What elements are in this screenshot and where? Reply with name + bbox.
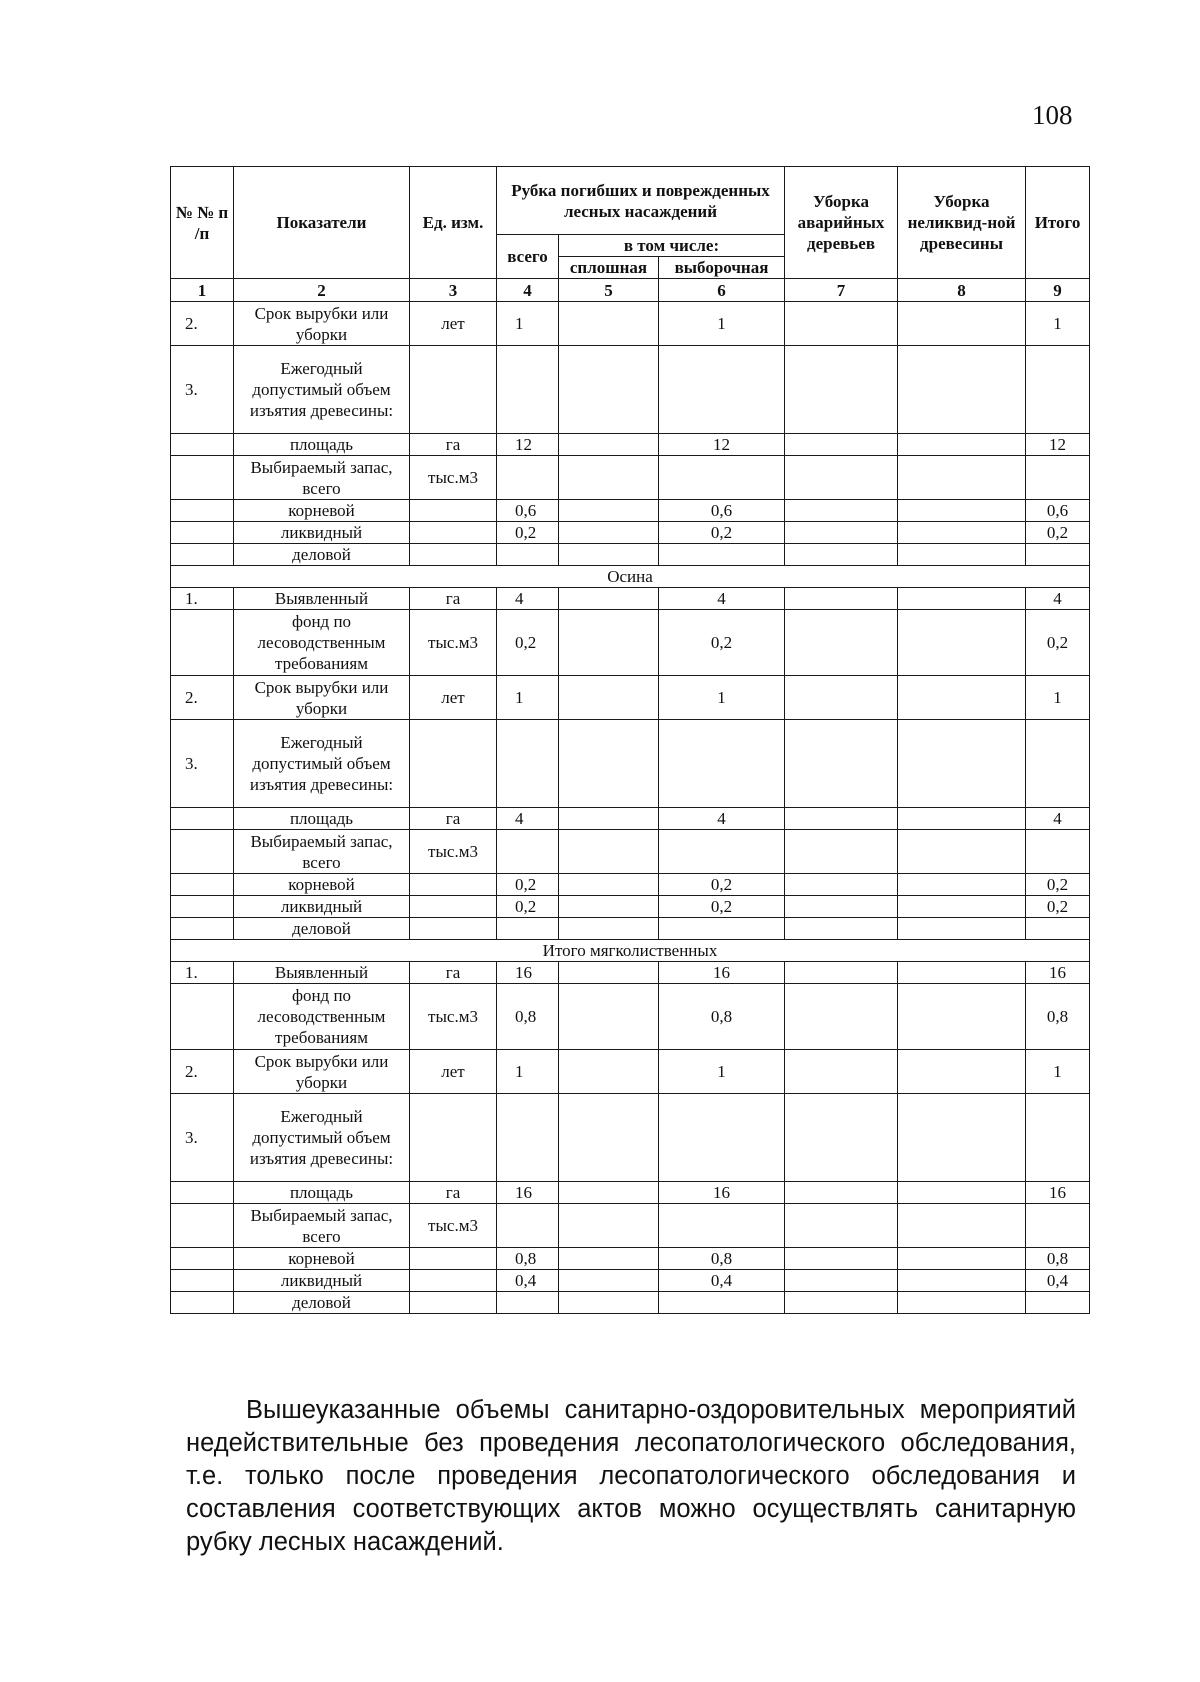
cell-v5 xyxy=(559,1094,659,1182)
cell-num: 1. xyxy=(171,962,234,984)
cell-v6 xyxy=(659,918,785,940)
cell-ind: деловой xyxy=(234,544,410,566)
cell-ind: Срок вырубки или уборки xyxy=(234,302,410,346)
cell-ind: Ежегодный допустимый объем изъятия древесины: xyxy=(234,1094,410,1182)
table-row xyxy=(171,1094,1090,1182)
cell-v7 xyxy=(785,676,898,720)
table-row xyxy=(171,1248,1090,1270)
cell-v7 xyxy=(785,434,898,456)
table-row xyxy=(171,720,1090,808)
cell-v5 xyxy=(559,1292,659,1314)
cell-v9: 0,2 xyxy=(1026,522,1090,544)
table-row xyxy=(171,346,1090,434)
cell-unit xyxy=(410,1248,497,1270)
cell-v6 xyxy=(659,720,785,808)
table-row xyxy=(171,984,1090,1050)
table-row xyxy=(171,456,1090,500)
cell-v8 xyxy=(898,1292,1026,1314)
cell-unit: тыс.м3 xyxy=(410,456,497,500)
cell-v6: 1 xyxy=(659,1050,785,1094)
cell-ind: площадь xyxy=(234,1182,410,1204)
cell-v9 xyxy=(1026,1292,1090,1314)
cell-num xyxy=(171,1270,234,1292)
cell-v4: 16 xyxy=(497,962,559,984)
cell-unit: га xyxy=(410,962,497,984)
col-number: 7 xyxy=(785,279,898,302)
col-number: 6 xyxy=(659,279,785,302)
cell-v4: 0,2 xyxy=(497,874,559,896)
cell-v8 xyxy=(898,434,1026,456)
cell-ind: деловой xyxy=(234,918,410,940)
cell-v4: 16 xyxy=(497,1182,559,1204)
cell-v5 xyxy=(559,1248,659,1270)
table-row xyxy=(171,544,1090,566)
cell-v9 xyxy=(1026,720,1090,808)
column-number-row xyxy=(171,279,1090,302)
cell-v7 xyxy=(785,346,898,434)
cell-v4: 12 xyxy=(497,434,559,456)
table-row xyxy=(171,434,1090,456)
cell-v7 xyxy=(785,500,898,522)
header-cut-group: Рубка погибших и поврежденных лесных насаждений xyxy=(497,167,785,235)
cell-v9: 1 xyxy=(1026,1050,1090,1094)
cell-unit xyxy=(410,918,497,940)
cell-num xyxy=(171,500,234,522)
cell-v7 xyxy=(785,984,898,1050)
cell-v9 xyxy=(1026,544,1090,566)
cell-unit: лет xyxy=(410,1050,497,1094)
col-number: 5 xyxy=(559,279,659,302)
cell-v5 xyxy=(559,962,659,984)
cell-v6: 0,2 xyxy=(659,896,785,918)
cell-ind: Срок вырубки или уборки xyxy=(234,676,410,720)
cell-v8 xyxy=(898,610,1026,676)
cell-ind: Срок вырубки или уборки xyxy=(234,1050,410,1094)
cell-v7 xyxy=(785,1292,898,1314)
cell-v8 xyxy=(898,588,1026,610)
cell-v4: 0,6 xyxy=(497,500,559,522)
table-row xyxy=(171,1292,1090,1314)
table-row xyxy=(171,302,1090,346)
cell-v4: 1 xyxy=(497,1050,559,1094)
cell-ind: площадь xyxy=(234,434,410,456)
cell-v9 xyxy=(1026,1094,1090,1182)
cell-unit xyxy=(410,346,497,434)
header-num: № № п /п xyxy=(171,167,234,279)
table-row xyxy=(171,1050,1090,1094)
cell-ind: Ежегодный допустимый объем изъятия древесины: xyxy=(234,720,410,808)
table-row xyxy=(171,1270,1090,1292)
cell-num xyxy=(171,874,234,896)
cell-v6 xyxy=(659,830,785,874)
cell-v7 xyxy=(785,1204,898,1248)
section-heading-row xyxy=(171,566,1090,588)
cell-v8 xyxy=(898,1182,1026,1204)
cell-ind: Выбираемый запас, всего xyxy=(234,1204,410,1248)
cell-v7 xyxy=(785,588,898,610)
cell-v5 xyxy=(559,500,659,522)
cell-v7 xyxy=(785,1270,898,1292)
cell-v9: 1 xyxy=(1026,302,1090,346)
cell-num: 3. xyxy=(171,720,234,808)
cell-ind: корневой xyxy=(234,500,410,522)
cell-num: 2. xyxy=(171,676,234,720)
cell-v5 xyxy=(559,676,659,720)
cell-v8 xyxy=(898,346,1026,434)
cell-num: 3. xyxy=(171,1094,234,1182)
cell-num xyxy=(171,830,234,874)
cell-ind: корневой xyxy=(234,1248,410,1270)
table-row xyxy=(171,896,1090,918)
cell-v8 xyxy=(898,302,1026,346)
cell-unit: тыс.м3 xyxy=(410,610,497,676)
cell-unit xyxy=(410,500,497,522)
cell-v9: 4 xyxy=(1026,808,1090,830)
cell-v7 xyxy=(785,1248,898,1270)
cell-v7 xyxy=(785,896,898,918)
cell-v7 xyxy=(785,874,898,896)
col-number: 8 xyxy=(898,279,1026,302)
cell-v8 xyxy=(898,500,1026,522)
cell-v8 xyxy=(898,1094,1026,1182)
cell-v5 xyxy=(559,302,659,346)
cell-v6: 0,8 xyxy=(659,1248,785,1270)
cell-num xyxy=(171,918,234,940)
footnote-paragraph: Вышеуказанные объемы санитарно-оздоровительных мероприятий недействительные без проведения лесопатологического обследования, т.е. только после проведения лесопатологического обследования и составления соответствующих актов можно осуществлять санитарную рубку лесных насаждений. xyxy=(186,1396,1076,1556)
cell-v6: 12 xyxy=(659,434,785,456)
table-row xyxy=(171,808,1090,830)
cell-unit xyxy=(410,896,497,918)
cell-v9: 0,6 xyxy=(1026,500,1090,522)
cell-v5 xyxy=(559,544,659,566)
table-row xyxy=(171,1204,1090,1248)
table-row xyxy=(171,1182,1090,1204)
cell-v5 xyxy=(559,984,659,1050)
cell-ind: фонд по лесоводственным требованиям xyxy=(234,610,410,676)
cell-v7 xyxy=(785,962,898,984)
cell-v7 xyxy=(785,1182,898,1204)
cell-v5 xyxy=(559,830,659,874)
cell-unit xyxy=(410,1292,497,1314)
cell-ind: фонд по лесоводственным требованиям xyxy=(234,984,410,1050)
cell-v5 xyxy=(559,588,659,610)
cell-v6: 4 xyxy=(659,588,785,610)
cell-v7 xyxy=(785,544,898,566)
cell-v9: 0,2 xyxy=(1026,610,1090,676)
cell-v5 xyxy=(559,1182,659,1204)
cell-v5 xyxy=(559,434,659,456)
table-row xyxy=(171,500,1090,522)
cell-v6: 1 xyxy=(659,676,785,720)
cell-v5 xyxy=(559,896,659,918)
cell-ind: Выявленный xyxy=(234,962,410,984)
cell-v5 xyxy=(559,456,659,500)
cell-ind: ликвидный xyxy=(234,896,410,918)
cell-v8 xyxy=(898,1248,1026,1270)
header-total-cut: всего xyxy=(497,235,559,279)
cell-num xyxy=(171,1204,234,1248)
cell-v6: 16 xyxy=(659,962,785,984)
cell-v4: 0,4 xyxy=(497,1270,559,1292)
cell-v6 xyxy=(659,1204,785,1248)
cell-v5 xyxy=(559,522,659,544)
cell-num: 3. xyxy=(171,346,234,434)
cell-v6 xyxy=(659,544,785,566)
header-selective: выборочная xyxy=(659,257,785,279)
cell-num xyxy=(171,984,234,1050)
cell-v4: 0,8 xyxy=(497,1248,559,1270)
cell-v6: 1 xyxy=(659,302,785,346)
cell-v5 xyxy=(559,1050,659,1094)
cell-unit: тыс.м3 xyxy=(410,1204,497,1248)
cell-num xyxy=(171,522,234,544)
cell-v8 xyxy=(898,676,1026,720)
cell-v6 xyxy=(659,1292,785,1314)
cell-v9 xyxy=(1026,830,1090,874)
cell-v8 xyxy=(898,808,1026,830)
col-number: 1 xyxy=(171,279,234,302)
cell-num: 1. xyxy=(171,588,234,610)
cell-v9: 0,2 xyxy=(1026,896,1090,918)
cell-v4 xyxy=(497,918,559,940)
section-heading: Осина xyxy=(171,566,1090,588)
cell-v9: 16 xyxy=(1026,1182,1090,1204)
cell-num xyxy=(171,456,234,500)
cell-unit xyxy=(410,720,497,808)
col-number: 9 xyxy=(1026,279,1090,302)
cell-v9 xyxy=(1026,456,1090,500)
cell-v9: 0,8 xyxy=(1026,984,1090,1050)
cell-num xyxy=(171,544,234,566)
cell-v6 xyxy=(659,346,785,434)
section-heading: Итого мягколиственных xyxy=(171,940,1090,962)
cell-ind: ликвидный xyxy=(234,1270,410,1292)
cell-num xyxy=(171,1248,234,1270)
cell-v7 xyxy=(785,720,898,808)
table-row xyxy=(171,962,1090,984)
cell-v6 xyxy=(659,1094,785,1182)
cell-v8 xyxy=(898,896,1026,918)
cell-num: 2. xyxy=(171,302,234,346)
cell-v8 xyxy=(898,918,1026,940)
cell-v4 xyxy=(497,1292,559,1314)
cell-v4: 0,2 xyxy=(497,610,559,676)
cell-v5 xyxy=(559,610,659,676)
cell-v6: 0,6 xyxy=(659,500,785,522)
header-incl: в том числе: xyxy=(559,235,785,257)
cell-v9: 0,8 xyxy=(1026,1248,1090,1270)
cell-unit xyxy=(410,1270,497,1292)
table-row xyxy=(171,918,1090,940)
cell-num xyxy=(171,610,234,676)
table-row xyxy=(171,830,1090,874)
cell-v9: 0,2 xyxy=(1026,874,1090,896)
cell-unit: лет xyxy=(410,302,497,346)
cell-v5 xyxy=(559,1204,659,1248)
cell-unit xyxy=(410,522,497,544)
cell-v4: 4 xyxy=(497,588,559,610)
cell-v7 xyxy=(785,456,898,500)
col-number: 2 xyxy=(234,279,410,302)
cell-v8 xyxy=(898,1270,1026,1292)
cell-v7 xyxy=(785,302,898,346)
cell-v4 xyxy=(497,1094,559,1182)
cell-v4 xyxy=(497,830,559,874)
cell-v4: 0,2 xyxy=(497,896,559,918)
col-number: 4 xyxy=(497,279,559,302)
cell-v4: 1 xyxy=(497,676,559,720)
table-row xyxy=(171,522,1090,544)
cell-v4: 4 xyxy=(497,808,559,830)
cell-v6: 0,2 xyxy=(659,522,785,544)
cell-v8 xyxy=(898,830,1026,874)
cell-v7 xyxy=(785,918,898,940)
cell-num xyxy=(171,896,234,918)
cell-v8 xyxy=(898,544,1026,566)
cell-v4: 1 xyxy=(497,302,559,346)
cell-v4: 0,8 xyxy=(497,984,559,1050)
cell-v5 xyxy=(559,720,659,808)
cell-v9: 0,4 xyxy=(1026,1270,1090,1292)
cell-unit: га xyxy=(410,1182,497,1204)
cell-v4 xyxy=(497,1204,559,1248)
cell-v7 xyxy=(785,1050,898,1094)
header-unit: Ед. изм. xyxy=(410,167,497,279)
cell-v6 xyxy=(659,456,785,500)
cell-ind: Ежегодный допустимый объем изъятия древесины: xyxy=(234,346,410,434)
cell-ind: площадь xyxy=(234,808,410,830)
cell-ind: Выбираемый запас, всего xyxy=(234,456,410,500)
cell-v6: 16 xyxy=(659,1182,785,1204)
cell-unit: га xyxy=(410,588,497,610)
cell-num xyxy=(171,1182,234,1204)
cell-unit: га xyxy=(410,434,497,456)
cell-v8 xyxy=(898,456,1026,500)
cell-unit: лет xyxy=(410,676,497,720)
cell-ind: Выявленный xyxy=(234,588,410,610)
cell-v4 xyxy=(497,720,559,808)
table-row xyxy=(171,588,1090,610)
cell-v9 xyxy=(1026,918,1090,940)
cell-num xyxy=(171,1292,234,1314)
cell-unit: тыс.м3 xyxy=(410,830,497,874)
cell-v5 xyxy=(559,918,659,940)
table-row xyxy=(171,676,1090,720)
header-total: Итого xyxy=(1026,167,1090,279)
cell-ind: корневой xyxy=(234,874,410,896)
cell-v4 xyxy=(497,544,559,566)
cell-v6: 0,2 xyxy=(659,874,785,896)
cell-num xyxy=(171,434,234,456)
cell-ind: деловой xyxy=(234,1292,410,1314)
cell-ind: ликвидный xyxy=(234,522,410,544)
cell-v8 xyxy=(898,874,1026,896)
header-solid: сплошная xyxy=(559,257,659,279)
cell-v9 xyxy=(1026,346,1090,434)
cell-v8 xyxy=(898,962,1026,984)
table-row xyxy=(171,610,1090,676)
cell-v8 xyxy=(898,720,1026,808)
cell-v5 xyxy=(559,346,659,434)
forest-measures-table xyxy=(170,166,1090,1314)
cell-v8 xyxy=(898,984,1026,1050)
cell-v8 xyxy=(898,1050,1026,1094)
cell-v9: 16 xyxy=(1026,962,1090,984)
cell-v7 xyxy=(785,610,898,676)
cell-v7 xyxy=(785,830,898,874)
header-emergency: Уборка аварийных деревьев xyxy=(785,167,898,279)
cell-v6: 0,4 xyxy=(659,1270,785,1292)
cell-v4 xyxy=(497,456,559,500)
cell-v9: 12 xyxy=(1026,434,1090,456)
cell-unit xyxy=(410,544,497,566)
cell-v7 xyxy=(785,522,898,544)
cell-v9 xyxy=(1026,1204,1090,1248)
col-number: 3 xyxy=(410,279,497,302)
cell-unit: тыс.м3 xyxy=(410,984,497,1050)
cell-v4: 0,2 xyxy=(497,522,559,544)
cell-v5 xyxy=(559,808,659,830)
cell-v6: 0,8 xyxy=(659,984,785,1050)
table-row xyxy=(171,874,1090,896)
cell-unit: га xyxy=(410,808,497,830)
cell-v7 xyxy=(785,808,898,830)
header-nonliquid: Уборка неликвид-ной древесины xyxy=(898,167,1026,279)
cell-v6: 4 xyxy=(659,808,785,830)
cell-v9: 1 xyxy=(1026,676,1090,720)
cell-v8 xyxy=(898,522,1026,544)
cell-v4 xyxy=(497,346,559,434)
cell-num: 2. xyxy=(171,1050,234,1094)
cell-v7 xyxy=(785,1094,898,1182)
section-heading-row xyxy=(171,940,1090,962)
header-indicator: Показатели xyxy=(234,167,410,279)
cell-ind: Выбираемый запас, всего xyxy=(234,830,410,874)
cell-unit xyxy=(410,1094,497,1182)
cell-v6: 0,2 xyxy=(659,610,785,676)
page-number: 108 xyxy=(1032,100,1073,130)
cell-v8 xyxy=(898,1204,1026,1248)
cell-unit xyxy=(410,874,497,896)
cell-v9: 4 xyxy=(1026,588,1090,610)
cell-v5 xyxy=(559,874,659,896)
cell-v5 xyxy=(559,1270,659,1292)
cell-num xyxy=(171,808,234,830)
